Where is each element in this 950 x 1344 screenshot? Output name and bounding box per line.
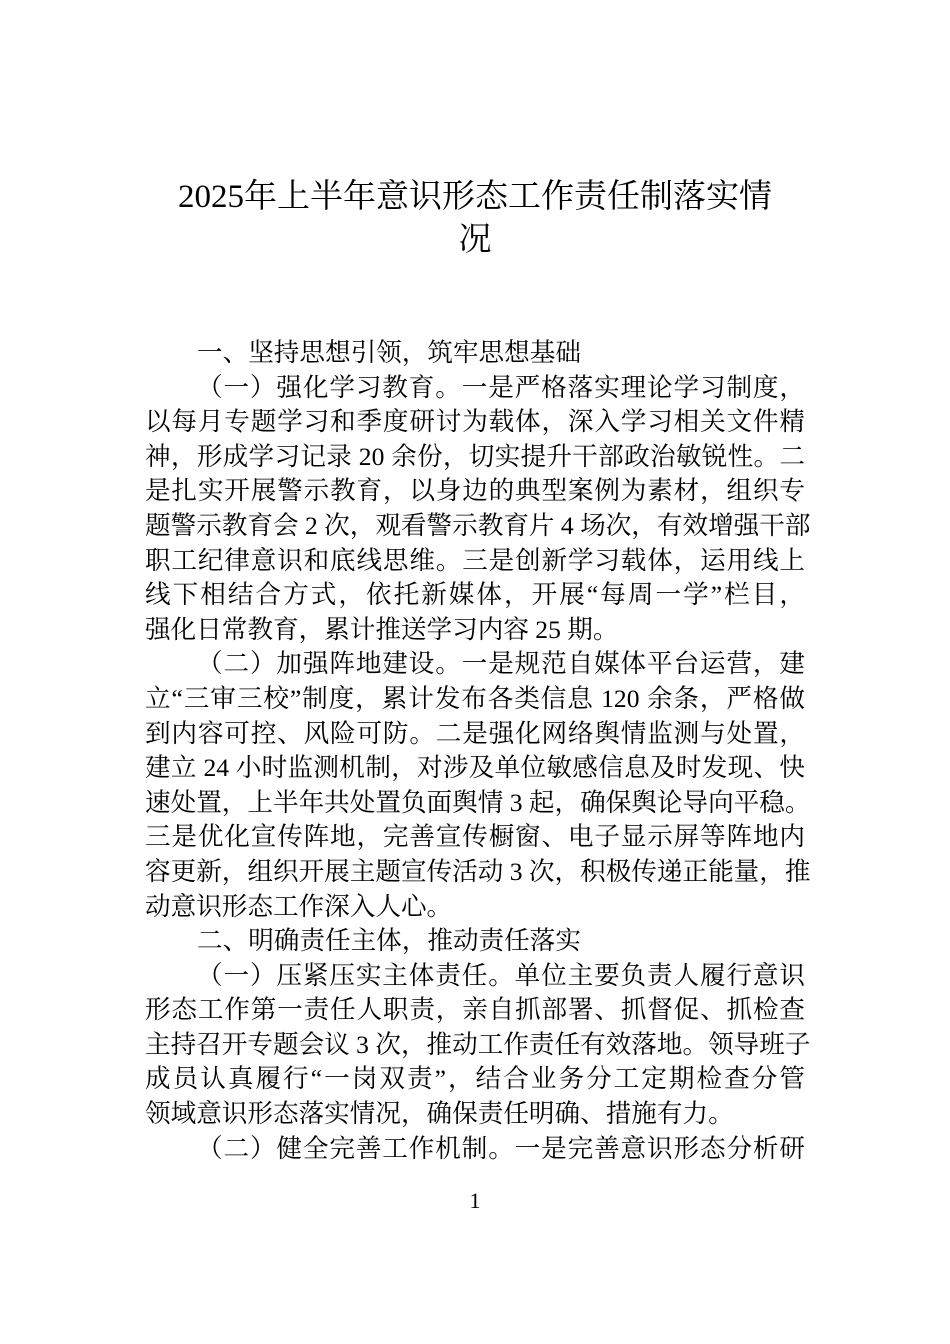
text-line: 主持召开专题会议 3 次，推动工作责任有效落地。领导班子 <box>145 1029 811 1059</box>
document-title <box>100 176 850 262</box>
section-heading <box>145 924 805 959</box>
document-body <box>145 336 811 1166</box>
text-line: 职工纪律意识和底线思维。三是创新学习载体，运用线上 <box>145 545 805 575</box>
title-line-1: 2025年上半年意识形态工作责任制落实情 <box>178 179 772 215</box>
text-line: 二、明确责任主体，推动责任落实 <box>197 926 581 956</box>
text-line: 以每月专题学习和季度研讨为载体，深入学习相关文件精 <box>145 407 805 437</box>
text-line: 题警示教育会 2 次，观看警示教育片 4 场次，有效增强干部 <box>145 510 811 540</box>
text-line: （二）加强阵地建设。一是规范自媒体平台运营，建 <box>197 649 805 679</box>
page-number: 1 <box>469 1188 481 1213</box>
text-line: 强化日常教育，累计推送学习内容 25 期。 <box>145 614 619 644</box>
text-line: 神，形成学习记录 20 余份，切实提升干部政治敏锐性。二 <box>145 441 805 471</box>
text-line: 是扎实开展警示教育，以身边的典型案例为素材，组织专 <box>145 476 805 506</box>
text-line: 速处置，上半年共处置负面舆情 3 起，确保舆论导向平稳。 <box>145 787 811 817</box>
text-line: （一）压紧压实主体责任。单位主要负责人履行意识 <box>197 960 805 990</box>
title-line-2: 况 <box>458 222 492 258</box>
text-line: 建立 24 小时监测机制，对涉及单位敏感信息及时发现、快 <box>145 753 805 783</box>
text-line: （二）健全完善工作机制。一是完善意识形态分析研 <box>197 1133 805 1163</box>
text-line: 一、坚持思想引领，筑牢思想基础 <box>197 338 581 367</box>
paragraph <box>145 647 811 924</box>
text-line: 线下相结合方式，依托新媒体，开展“每周一学”栏目， <box>145 580 805 610</box>
paragraph <box>145 959 811 1132</box>
text-line: 立“三审三校”制度，累计发布各类信息 120 余条，严格做 <box>145 683 805 713</box>
paragraph <box>145 1132 805 1167</box>
text-line: 形态工作第一责任人职责，亲自抓部署、抓督促、抓检查 <box>145 995 805 1025</box>
text-line: 动意识形态工作深入人心。 <box>145 891 453 921</box>
text-line: 三是优化宣传阵地，完善宣传橱窗、电子显示屏等阵地内 <box>145 822 805 852</box>
text-line: 成员认真履行“一岗双责”，结合业务分工定期检查分管 <box>145 1064 805 1094</box>
text-line: 容更新，组织开展主题宣传活动 3 次，积极传递正能量，推 <box>145 856 811 886</box>
paragraph <box>145 371 811 648</box>
text-line: （一）强化学习教育。一是严格落实理论学习制度， <box>197 372 805 402</box>
section-heading <box>145 336 805 371</box>
text-line: 领域意识形态落实情况，确保责任明确、措施有力。 <box>145 1099 734 1129</box>
text-line: 到内容可控、风险可防。二是强化网络舆情监测与处置， <box>145 718 805 748</box>
